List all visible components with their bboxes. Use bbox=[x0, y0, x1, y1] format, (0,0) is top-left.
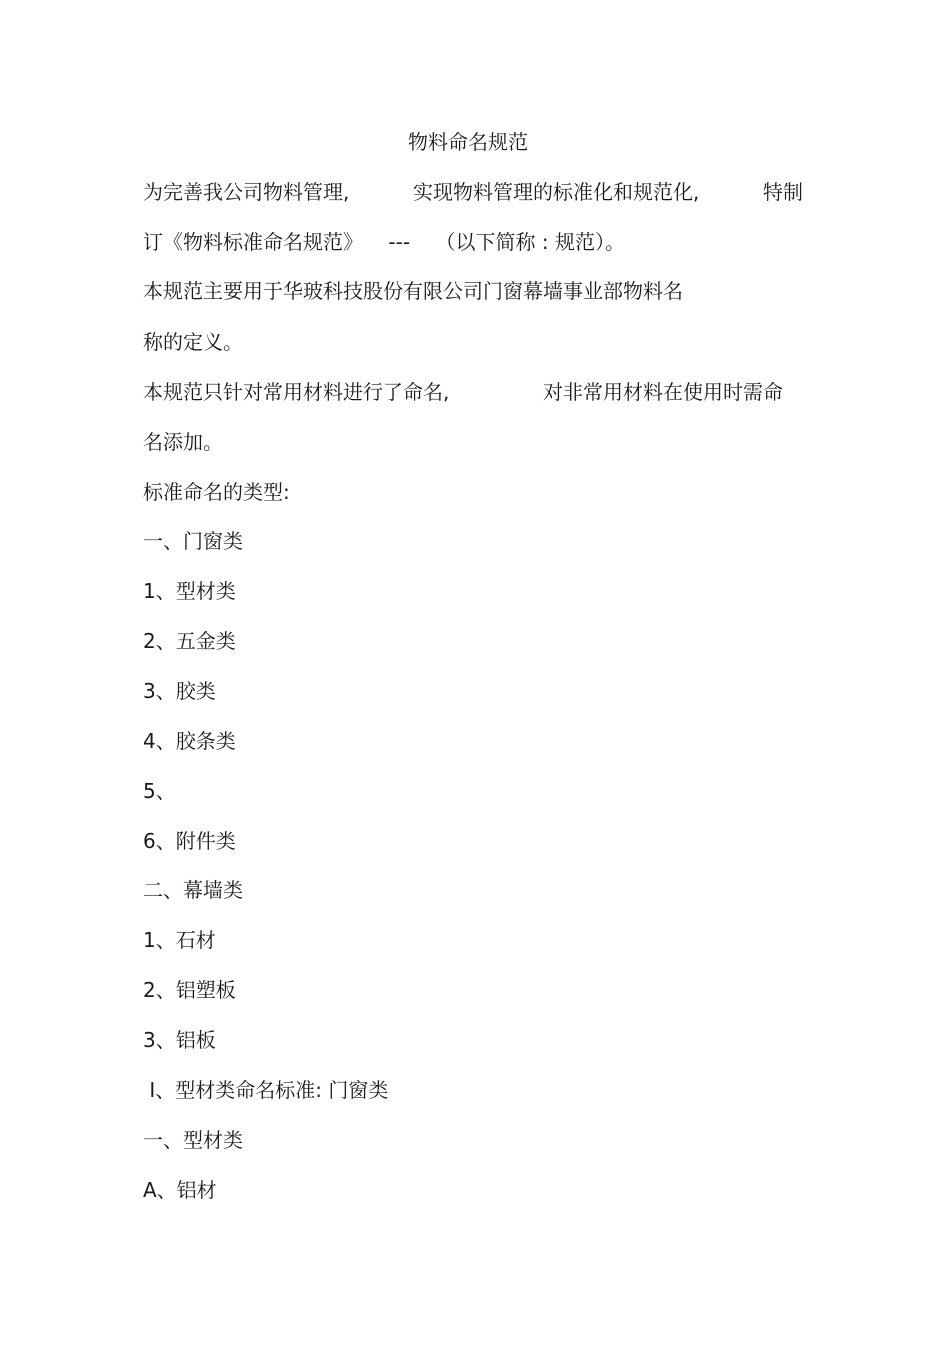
intro-line-1 bbox=[143, 178, 803, 206]
note-line-1 bbox=[143, 378, 783, 406]
scope-line-1: 本规范主要用于华玻科技股份有限公司门窗幕墙事业部物料名 bbox=[143, 279, 683, 303]
list-item: 4、胶条类 bbox=[143, 729, 236, 753]
intro-segment-2: 实现物料管理的标准化和规范化, bbox=[413, 180, 700, 204]
list-item: 一、门窗类 bbox=[143, 529, 243, 553]
document-title: 物料命名规范 bbox=[408, 130, 528, 154]
intro-segment-3: 特制 bbox=[763, 180, 803, 204]
list-item: 二、幕墙类 bbox=[143, 878, 243, 902]
list-item: 6、附件类 bbox=[143, 829, 236, 853]
list-item: 2、五金类 bbox=[143, 629, 236, 653]
note-line-2: 名添加。 bbox=[143, 430, 223, 454]
list-item: 一、型材类 bbox=[143, 1128, 243, 1152]
note-segment-1: 本规范只针对常用材料进行了命名, bbox=[143, 380, 450, 404]
intro-line-2: 订《物料标准命名规范》 --- （以下简称 : 规范）。 bbox=[143, 230, 625, 254]
list-item: 3、铝板 bbox=[143, 1028, 216, 1052]
list-item: A、铝材 bbox=[143, 1178, 217, 1202]
list-item: 1、石材 bbox=[143, 928, 216, 952]
section-heading: Ⅰ、型材类命名标准: 门窗类 bbox=[143, 1078, 389, 1102]
list-item: 2、铝塑板 bbox=[143, 978, 236, 1002]
intro-segment-1: 为完善我公司物料管理, bbox=[143, 180, 350, 204]
types-heading: 标准命名的类型: bbox=[143, 480, 290, 504]
list-item: 1、型材类 bbox=[143, 579, 236, 603]
note-segment-2: 对非常用材料在使用时需命 bbox=[543, 380, 783, 404]
list-item: 3、胶类 bbox=[143, 679, 216, 703]
scope-line-2: 称的定义。 bbox=[143, 330, 243, 354]
list-item: 5、 bbox=[143, 779, 176, 803]
